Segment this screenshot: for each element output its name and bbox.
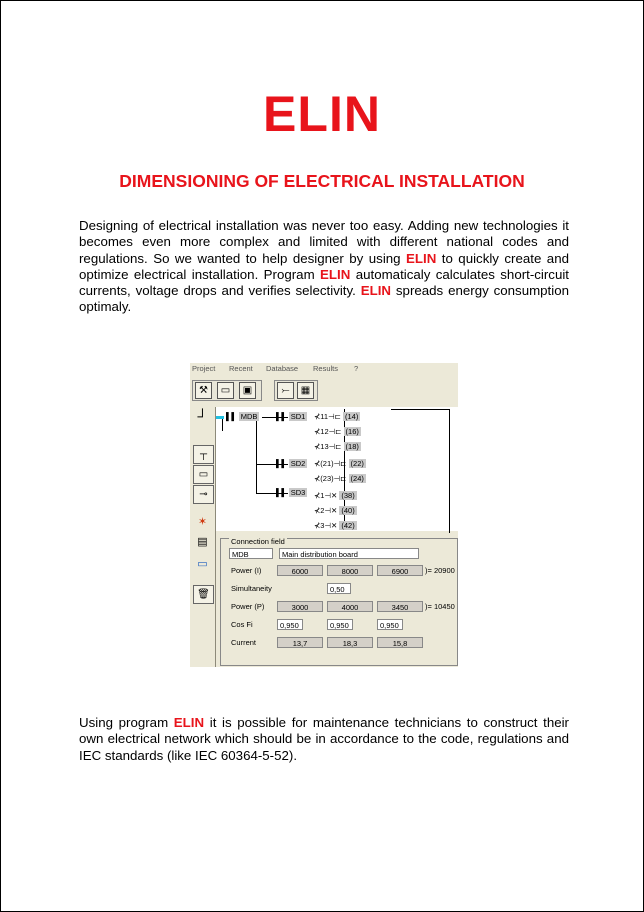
page-subtitle: DIMENSIONING OF ELECTRICAL INSTALLATION	[119, 171, 525, 191]
simultaneity-label: Simultaneity	[231, 584, 272, 593]
node-label: SD3	[290, 488, 306, 497]
current-field[interactable]: 13,7	[277, 637, 323, 648]
menu-results[interactable]: Results	[313, 364, 339, 373]
app-screenshot	[190, 363, 458, 667]
leaf-id: (23)	[320, 474, 334, 483]
toolbar-file	[192, 380, 262, 401]
leaf-label: (24)	[350, 474, 364, 483]
cos-fi-label: Cos Fi	[231, 620, 253, 629]
tools-icon[interactable]: ⚒	[195, 382, 212, 399]
node-label: SD1	[290, 412, 306, 421]
network-tree	[216, 407, 458, 531]
tree-line	[256, 417, 257, 493]
elin-highlight: ELIN	[406, 250, 437, 266]
panel-icon[interactable]: ▤	[197, 536, 208, 548]
connection-frame	[220, 538, 458, 666]
node-label: MDB	[240, 412, 258, 421]
plug-icon[interactable]: ⊸	[193, 485, 214, 504]
power-p-total: )= 10450	[425, 602, 455, 611]
power-i-total: )= 20900	[425, 566, 455, 575]
intro-text-1: Designing of electrical installation was never too easy. Adding new technologies it becomes even more complex and limited with different national codes and regulations. So we wanted to help designer by using	[79, 218, 569, 266]
spark-icon[interactable]: ✶	[197, 516, 208, 528]
leaf-label: (22)	[350, 459, 364, 468]
power-i-field[interactable]: 6000	[277, 565, 323, 576]
split-icon[interactable]: ⤚	[277, 382, 294, 399]
menu-project[interactable]: Project	[192, 364, 216, 373]
tree-leaf[interactable]: ⊀3⊣✕ (42)	[314, 521, 355, 530]
intro-text-2: to quickly create and optimize electrical installation. Program	[79, 250, 569, 282]
connection-field-label: Connection field	[231, 537, 285, 546]
cos-fi-field[interactable]: 0,950	[327, 619, 353, 630]
connection-code-input[interactable]: MDB	[229, 548, 273, 559]
node-label: SD2	[290, 459, 306, 468]
tree-leaf[interactable]: ⊀2⊣✕ (40)	[314, 506, 355, 515]
elin-highlight: ELIN	[320, 266, 351, 282]
leaf-label: (42)	[341, 521, 355, 530]
tree-leaf[interactable]: ⊀(21)⊣⊏ (22)	[314, 459, 364, 468]
current-label: Current	[231, 638, 257, 647]
leaf-label: (40)	[341, 506, 355, 515]
power-p-field[interactable]: 3450	[377, 601, 423, 612]
tree-node-mdb[interactable]: ▌▌ MDB	[226, 412, 258, 421]
trash-icon[interactable]: 🗑	[193, 585, 214, 604]
cos-fi-field[interactable]: 0,950	[277, 619, 303, 630]
tree-node-sd3[interactable]: ▌▌ SD3	[276, 488, 306, 497]
tree-leaf[interactable]: ⊀12⊣⊏ (16)	[314, 427, 359, 436]
menu-help[interactable]: ?	[354, 364, 359, 373]
connection-name-input[interactable]: Main distribution board	[279, 548, 419, 559]
display-icon[interactable]: ▭	[197, 558, 208, 570]
leaf-label: (14)	[345, 412, 359, 421]
tree-leaf[interactable]: ⊀11⊣⊏ (14)	[314, 412, 359, 421]
tree-line	[222, 417, 223, 431]
connection-field-panel	[216, 535, 458, 667]
leaf-id: (21)	[320, 459, 334, 468]
power-i-field[interactable]: 6900	[377, 565, 423, 576]
leaf-label: (38)	[341, 491, 355, 500]
tree-leaf[interactable]: ⊀13⊣⊏ (18)	[314, 442, 359, 451]
power-i-label: Power (I)	[231, 566, 262, 575]
elin-highlight: ELIN	[360, 283, 392, 299]
box-icon[interactable]: ▭	[193, 465, 214, 484]
current-field[interactable]: 18,3	[327, 637, 373, 648]
power-p-field[interactable]: 3000	[277, 601, 323, 612]
tree-node-sd2[interactable]: ▌▌ SD2	[276, 459, 306, 468]
calculator-icon[interactable]: ▦	[297, 382, 314, 399]
closing-text-1: Using program	[79, 715, 174, 730]
intro-paragraph	[79, 218, 569, 316]
tree-selection-marker	[216, 416, 224, 419]
leaf-id: 3	[320, 521, 325, 530]
leaf-id: 11	[320, 412, 329, 421]
power-p-field[interactable]: 4000	[327, 601, 373, 612]
closing-paragraph	[79, 715, 569, 764]
cos-fi-field[interactable]: 0,950	[377, 619, 403, 630]
tree-line	[449, 409, 450, 533]
power-i-field[interactable]: 8000	[327, 565, 373, 576]
leaf-id: 1	[320, 491, 325, 500]
menu-recent[interactable]: Recent	[229, 364, 253, 373]
power-p-label: Power (P)	[231, 602, 265, 611]
simultaneity-input[interactable]: 0,50	[327, 583, 351, 594]
menu-database[interactable]: Database	[266, 364, 299, 373]
elin-highlight: ELIN	[173, 715, 205, 730]
intro-text-4: spreads energy consumption optimaly.	[79, 283, 569, 315]
leaf-id: 13	[320, 442, 329, 451]
leaf-label: (18)	[345, 442, 359, 451]
tree-node-sd1[interactable]: ▌▌ SD1	[276, 412, 306, 421]
open-folder-icon[interactable]: ▭	[217, 382, 234, 399]
tree-line	[391, 409, 449, 410]
tree-leaf[interactable]: ⊀(23)⊣⊏ (24)	[314, 474, 364, 483]
leaf-label: (16)	[345, 427, 359, 436]
branch-icon[interactable]: ┘	[197, 408, 208, 424]
menu-bar	[190, 363, 458, 375]
closing-text-2: it is possible for maintenance technicians to construct their own electrical network which should be in accordance to the code, regulations and IEC standards (like IEC 60364-5-52).	[79, 715, 569, 763]
page-title: ELIN	[263, 86, 381, 142]
tree-leaf[interactable]: ⊀1⊣✕ (38)	[314, 491, 355, 500]
intro-text-3: automaticaly calculates short-circuit currents, voltage drops and verifies selectivity.	[79, 266, 569, 299]
add-branch-icon[interactable]: ┬	[193, 445, 214, 464]
current-field[interactable]: 15,8	[377, 637, 423, 648]
save-folder-icon[interactable]: ▣	[239, 382, 256, 399]
toolbar-calc	[274, 380, 318, 401]
left-tool-panel	[190, 407, 215, 667]
leaf-id: 2	[320, 506, 325, 515]
leaf-id: 12	[320, 427, 329, 436]
